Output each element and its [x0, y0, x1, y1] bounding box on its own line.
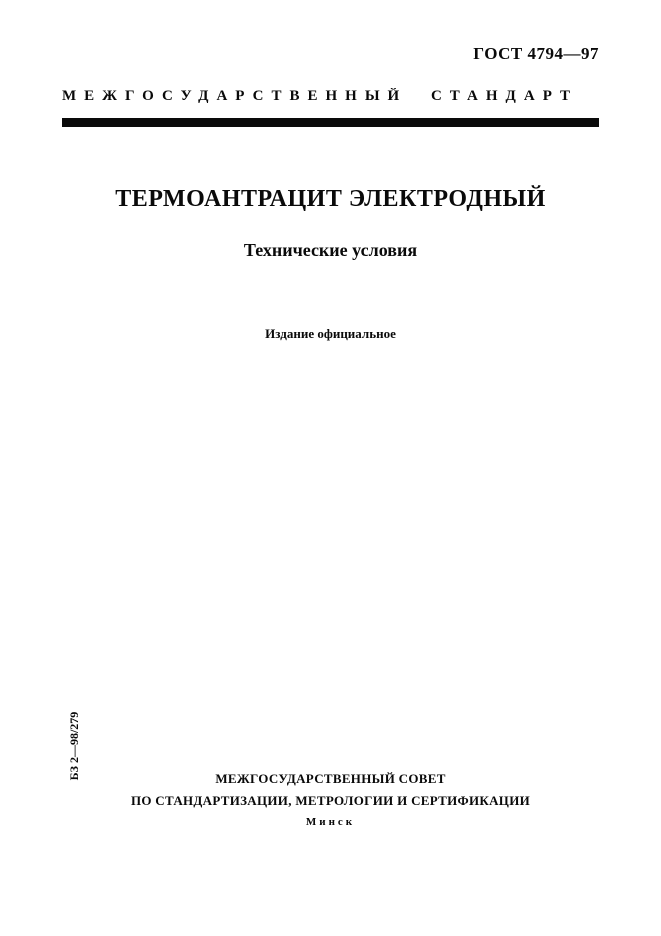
- publisher-city: Минск: [305, 816, 356, 828]
- publisher-department-line: ПО СТАНДАРТИЗАЦИИ, МЕТРОЛОГИИ И СЕРТИФИКАЦИИ: [130, 793, 531, 808]
- standard-type-heading: МЕЖГОСУДАРСТВЕННЫЙ СТАНДАРТ: [62, 88, 579, 104]
- publisher-council-line: МЕЖГОСУДАРСТВЕННЫЙ СОВЕТ: [215, 771, 446, 786]
- publisher-block: [0, 771, 661, 828]
- document-number: ГОСТ 4794—97: [473, 44, 599, 63]
- header-rule: [62, 118, 599, 127]
- edition-note: Издание официальное: [265, 326, 396, 341]
- side-registration-code: БЗ 2—98/279: [67, 711, 81, 781]
- document-title: ТЕРМОАНТРАЦИТ ЭЛЕКТРОДНЫЙ: [115, 186, 546, 212]
- document-subtitle: Технические условия: [243, 240, 418, 260]
